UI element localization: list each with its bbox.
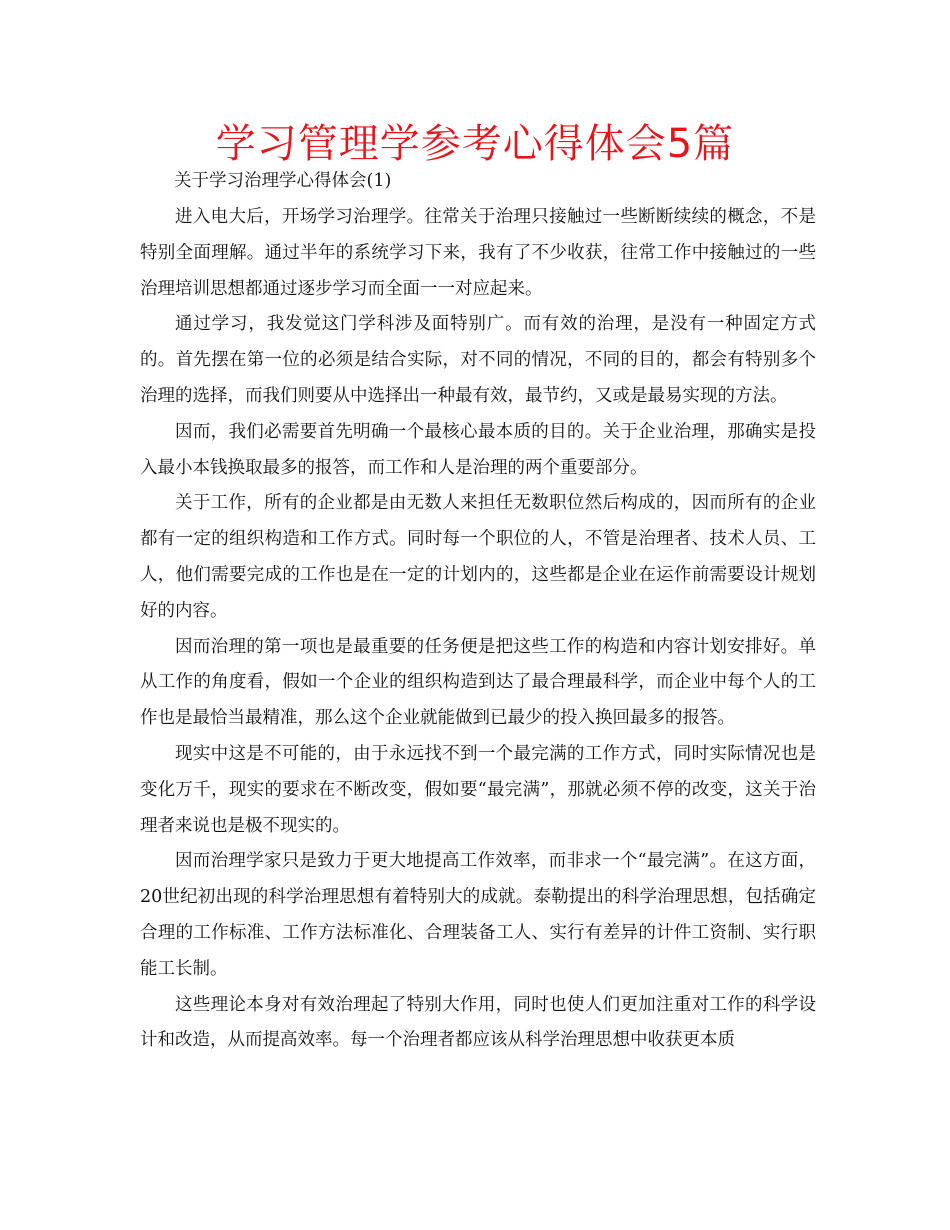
paragraph: 进入电大后，开场学习治理学。往常关于治理只接触过一些断断续续的概念，不是特别全面理解。通过半年的系统学习下来，我有了不少收获，往常工作中接触过的一些治理培训思想都通过逐步学习而全面一一对应起来。	[140, 207, 816, 299]
section-heading: 关于学习治理学心得体会(1)	[174, 171, 392, 191]
paragraph: 因而治理学家只是致力于更大地提高工作效率，而非求一个“最完满”。在这方面，20世纪初出现的科学治理思想有着特别大的成就。泰勒提出的科学治理思想，包括确定合理的工作标准、工作方法标准化、合理装备工人、实行有差异的计件工资制、实行职能工长制。	[140, 851, 816, 979]
paragraph: 这些理论本身对有效治理起了特别大作用，同时也使人们更加注重对工作的科学设计和改造，从而提高效率。每一个治理者都应该从科学治理思想中收获更本质	[140, 994, 816, 1051]
document-title: 学习管理学参考心得体会5篇	[215, 121, 735, 167]
document-body	[140, 200, 816, 1059]
paragraph: 因而，我们必需要首先明确一个最核心最本质的目的。关于企业治理，那确实是投入最小本钱换取最多的报答，而工作和人是治理的两个重要部分。	[140, 421, 816, 478]
paragraph: 关于工作，所有的企业都是由无数人来担任无数职位然后构成的，因而所有的企业都有一定的组织构造和工作方式。同时每一个职位的人，不管是治理者、技术人员、工人，他们需要完成的工作也是在一定的计划内的，这些都是企业在运作前需要设计规划好的内容。	[140, 493, 816, 621]
paragraph: 现实中这是不可能的，由于永远找不到一个最完满的工作方式，同时实际情况也是变化万千，现实的要求在不断改变，假如要“最完满”，那就必须不停的改变，这关于治理者来说也是极不现实的。	[140, 743, 816, 836]
paragraph: 通过学习，我发觉这门学科涉及面特别广。而有效的治理，是没有一种固定方式的。首先摆在第一位的必须是结合实际，对不同的情况，不同的目的，都会有特别多个治理的选择，而我们则要从中选择出一种最有效，最节约，又或是最易实现的方法。	[140, 314, 816, 406]
paragraph: 因而治理的第一项也是最重要的任务便是把这些工作的构造和内容计划安排好。单从工作的角度看，假如一个企业的组织构造到达了最合理最科学，而企业中每个人的工作也是最恰当最精准，那么这个企业就能做到已最少的投入换回最多的报答。	[140, 636, 816, 729]
